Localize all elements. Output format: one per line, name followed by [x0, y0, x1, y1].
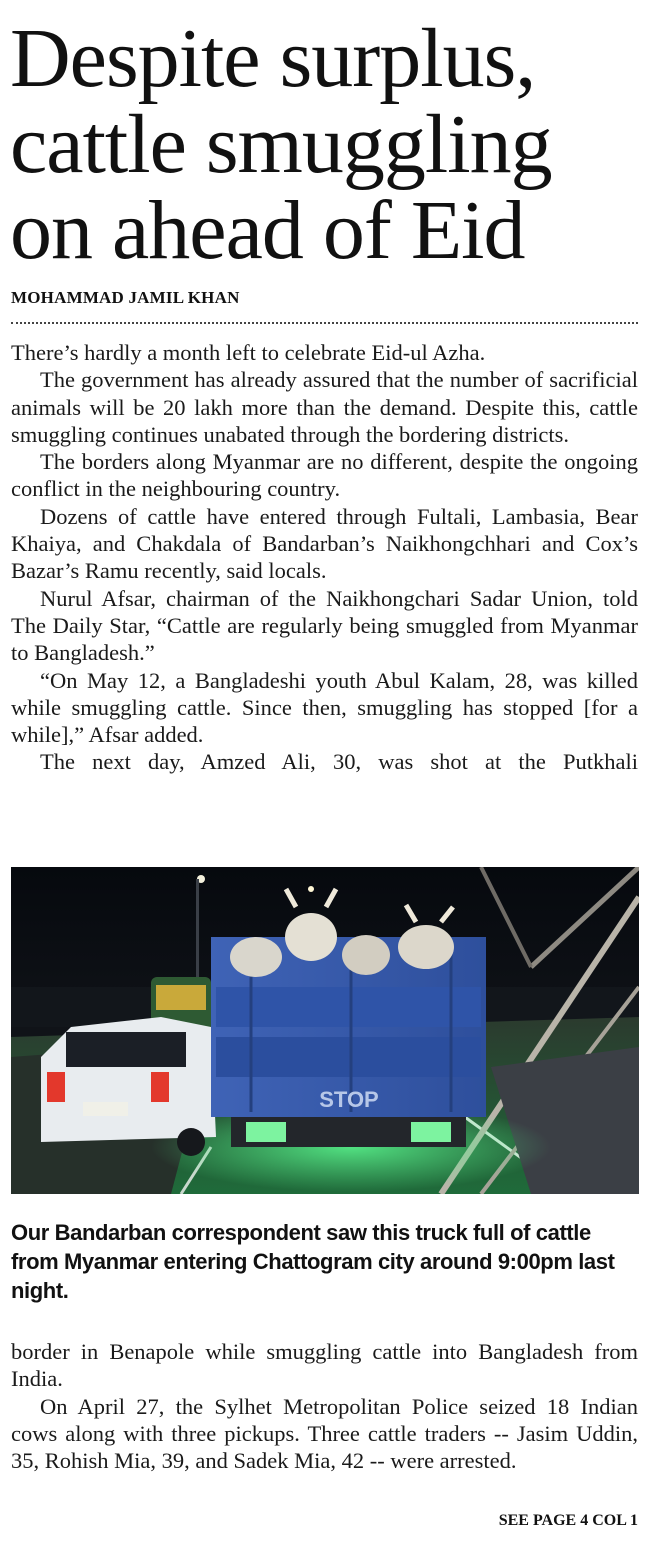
- photo-caption: Our Bandarban correspondent saw this truck full of cattle from Myanmar entering Chattogram city around 9:00pm last night.: [11, 1220, 615, 1303]
- paragraph: “On May 12, a Bangladeshi youth Abul Kalam, 28, was killed while smuggling cattle. Since then, smuggling has stopped [for a while],” Afsar added.: [11, 667, 638, 748]
- headline-line-2: cattle smuggling: [10, 98, 552, 191]
- paragraph: The next day, Amzed Ali, 30, was shot at the Putkhali: [40, 749, 638, 775]
- byline: MOHAMMAD JAMIL KHAN: [11, 288, 240, 307]
- headline-line-3: on ahead of Eid: [10, 184, 525, 277]
- continuation-note[interactable]: SEE PAGE 4 COL 1: [498, 1512, 638, 1529]
- dotted-divider: [11, 322, 638, 324]
- paragraph: Nurul Afsar, chairman of the Naikhongchari Sadar Union, told The Daily Star, “Cattle are regularly being smuggled from Myanmar to Bangladesh.”: [11, 585, 638, 666]
- paragraph: The government has already assured that the number of sacrificial animals will be 20 lakh more than the demand. Despite this, cattle smuggling continues unabated through the bordering districts.: [11, 367, 638, 447]
- headline: [10, 12, 640, 277]
- headline-line-1: Despite surplus,: [10, 12, 536, 105]
- paragraph: The borders along Myanmar are no different, despite the ongoing conflict in the neighbouring country.: [11, 449, 638, 502]
- truck-stop-sign: STOP: [319, 1087, 379, 1112]
- paragraph: border in Benapole while smuggling cattle into Bangladesh from India.: [11, 1339, 638, 1392]
- truck-photo-illustration: [11, 867, 639, 1194]
- paragraph: Dozens of cattle have entered through Fultali, Lambasia, Bear Khaiya, and Chakdala of Bandarban’s Naikhongchhari and Cox’s Bazar’s Ramu recently, said locals.: [11, 503, 638, 584]
- article-body-part-2: [11, 1338, 638, 1474]
- article-body-part-1: [11, 339, 638, 776]
- paragraph: On April 27, the Sylhet Metropolitan Police seized 18 Indian cows along with three pickups. Three cattle traders -- Jasim Uddin, 35, Rohish Mia, 39, and Sadek Mia, 42 -- were arrested.: [11, 1393, 638, 1474]
- news-photo: [11, 867, 639, 1194]
- paragraph: There’s hardly a month left to celebrate Eid-ul Azha.: [11, 340, 486, 365]
